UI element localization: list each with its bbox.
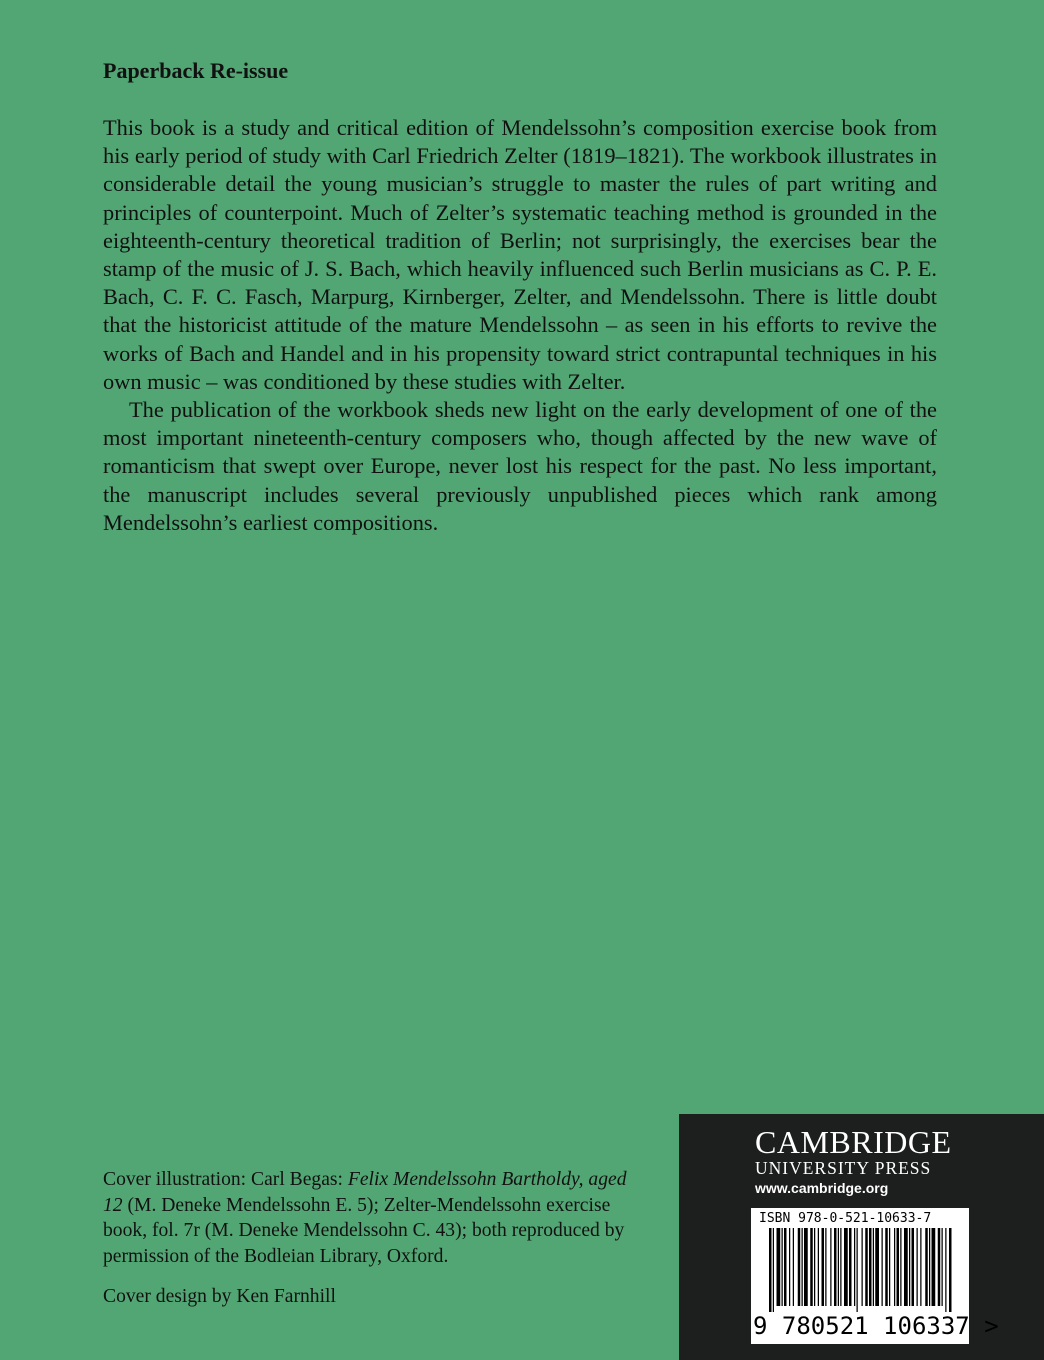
isbn-barcode xyxy=(751,1208,999,1344)
barcode-bar xyxy=(834,1228,837,1306)
barcode-bars xyxy=(755,1228,965,1312)
barcode-bar xyxy=(862,1228,863,1306)
barcode-bar xyxy=(932,1228,936,1306)
barcode-bar xyxy=(849,1228,852,1306)
artwork-title: Felix Mendelssohn Bartholdy, aged 12 xyxy=(103,1169,627,1216)
barcode-bar xyxy=(789,1228,790,1306)
barcode-bar xyxy=(949,1228,952,1312)
cover-illustration-credit xyxy=(103,1167,648,1269)
book-description xyxy=(103,114,937,537)
barcode-bar xyxy=(854,1228,855,1306)
cover-design-credit: Cover design by Ken Farnhill xyxy=(103,1286,336,1307)
barcode-bar xyxy=(838,1228,839,1306)
description-paragraph-2: The publication of the workbook sheds new light on the early development of one of the most important nineteenth-century composers who, though affected by the new wave of romanticism that swept over Europe, never lost his respect for the past. No less important, the manuscript includes several previously unpublished pieces which rank among Mendelssohn’s earliest compositions. xyxy=(103,397,937,535)
barcode-bar xyxy=(830,1228,831,1306)
barcode-bar xyxy=(938,1228,941,1306)
barcode-bar xyxy=(822,1228,825,1306)
barcode-bar xyxy=(900,1228,901,1306)
barcode-bar xyxy=(925,1228,928,1306)
barcode-bar xyxy=(814,1228,815,1306)
publisher-name: CAMBRIDGE xyxy=(755,1124,952,1160)
barcode-bar xyxy=(873,1228,874,1306)
barcode-bar xyxy=(793,1228,794,1306)
barcode-bar xyxy=(777,1228,781,1306)
barcode-bar xyxy=(784,1228,787,1306)
barcode-bar xyxy=(782,1228,783,1306)
barcode-bar xyxy=(825,1228,826,1306)
publisher-panel xyxy=(679,1114,1044,1360)
barcode-bar xyxy=(912,1228,915,1306)
barcode-bar xyxy=(929,1228,930,1306)
barcode-digits: 9 780521 106337 > xyxy=(753,1312,999,1340)
barcode-bar xyxy=(802,1228,803,1306)
barcode-bar xyxy=(773,1228,774,1312)
barcode-bar xyxy=(885,1228,888,1306)
barcode-bar xyxy=(869,1228,872,1306)
barcode-bar xyxy=(865,1228,868,1306)
barcode-bar xyxy=(804,1228,808,1306)
publisher-url: www.cambridge.org xyxy=(755,1180,889,1196)
barcode-bar xyxy=(945,1228,946,1312)
barcode-bar xyxy=(875,1228,879,1306)
barcode-bar xyxy=(909,1228,910,1306)
barcode-bar xyxy=(897,1228,900,1306)
barcode-bar xyxy=(917,1228,918,1306)
barcode-bar xyxy=(844,1228,848,1306)
barcode-bar xyxy=(904,1228,908,1306)
barcode-bar xyxy=(894,1228,895,1306)
barcode-bar xyxy=(798,1228,801,1306)
barcode-bar xyxy=(840,1228,841,1306)
barcode-bar xyxy=(857,1228,858,1312)
barcode-bar xyxy=(769,1228,772,1312)
publisher-subname: UNIVERSITY PRESS xyxy=(755,1158,932,1178)
barcode-bar xyxy=(882,1228,883,1306)
page-heading: Paperback Re-issue xyxy=(103,58,289,83)
credit-suffix: (M. Deneke Mendelssohn E. 5); Zelter-Mendelssohn exercise book, fol. 7r (M. Deneke Mendelssohn C. 43); both reproduced by permission of the Bodleian Library, Oxford. xyxy=(103,1194,625,1267)
barcode-bar xyxy=(889,1228,890,1306)
barcode-bar xyxy=(818,1228,819,1306)
barcode-bar xyxy=(920,1228,921,1306)
barcode-bar xyxy=(810,1228,813,1306)
barcode-bar xyxy=(942,1228,943,1306)
credit-prefix: Cover illustration: Carl Begas: xyxy=(103,1169,348,1190)
description-paragraph-1: This book is a study and critical edition of Mendelssohn’s composition exercise book from his early period of study with Carl Friedrich Zelter (1819–1821). The workbook illustrates in considerable detail the young musician’s struggle to master the rules of part writing and principles of counterpoint. Much of Zelter’s systematic teaching method is grounded in the eighteenth-century theoretical tradition of Berlin; not surprisingly, the exercises bear the stamp of the music of J. S. Bach, which heavily influenced such Berlin musicians as C. P. E. Bach, C. F. C. Fasch, Marpurg, Kirnberger, Zelter, and Mendelssohn. There is little doubt that the historicist attitude of the mature Mendelssohn – as seen in his efforts to revive the works of Bach and Handel and in his propensity toward strict contrapuntal techniques in his own music – was conditioned by these studies with Zelter. xyxy=(103,115,937,394)
isbn-label: ISBN 978-0-521-10633-7 xyxy=(759,1211,932,1226)
